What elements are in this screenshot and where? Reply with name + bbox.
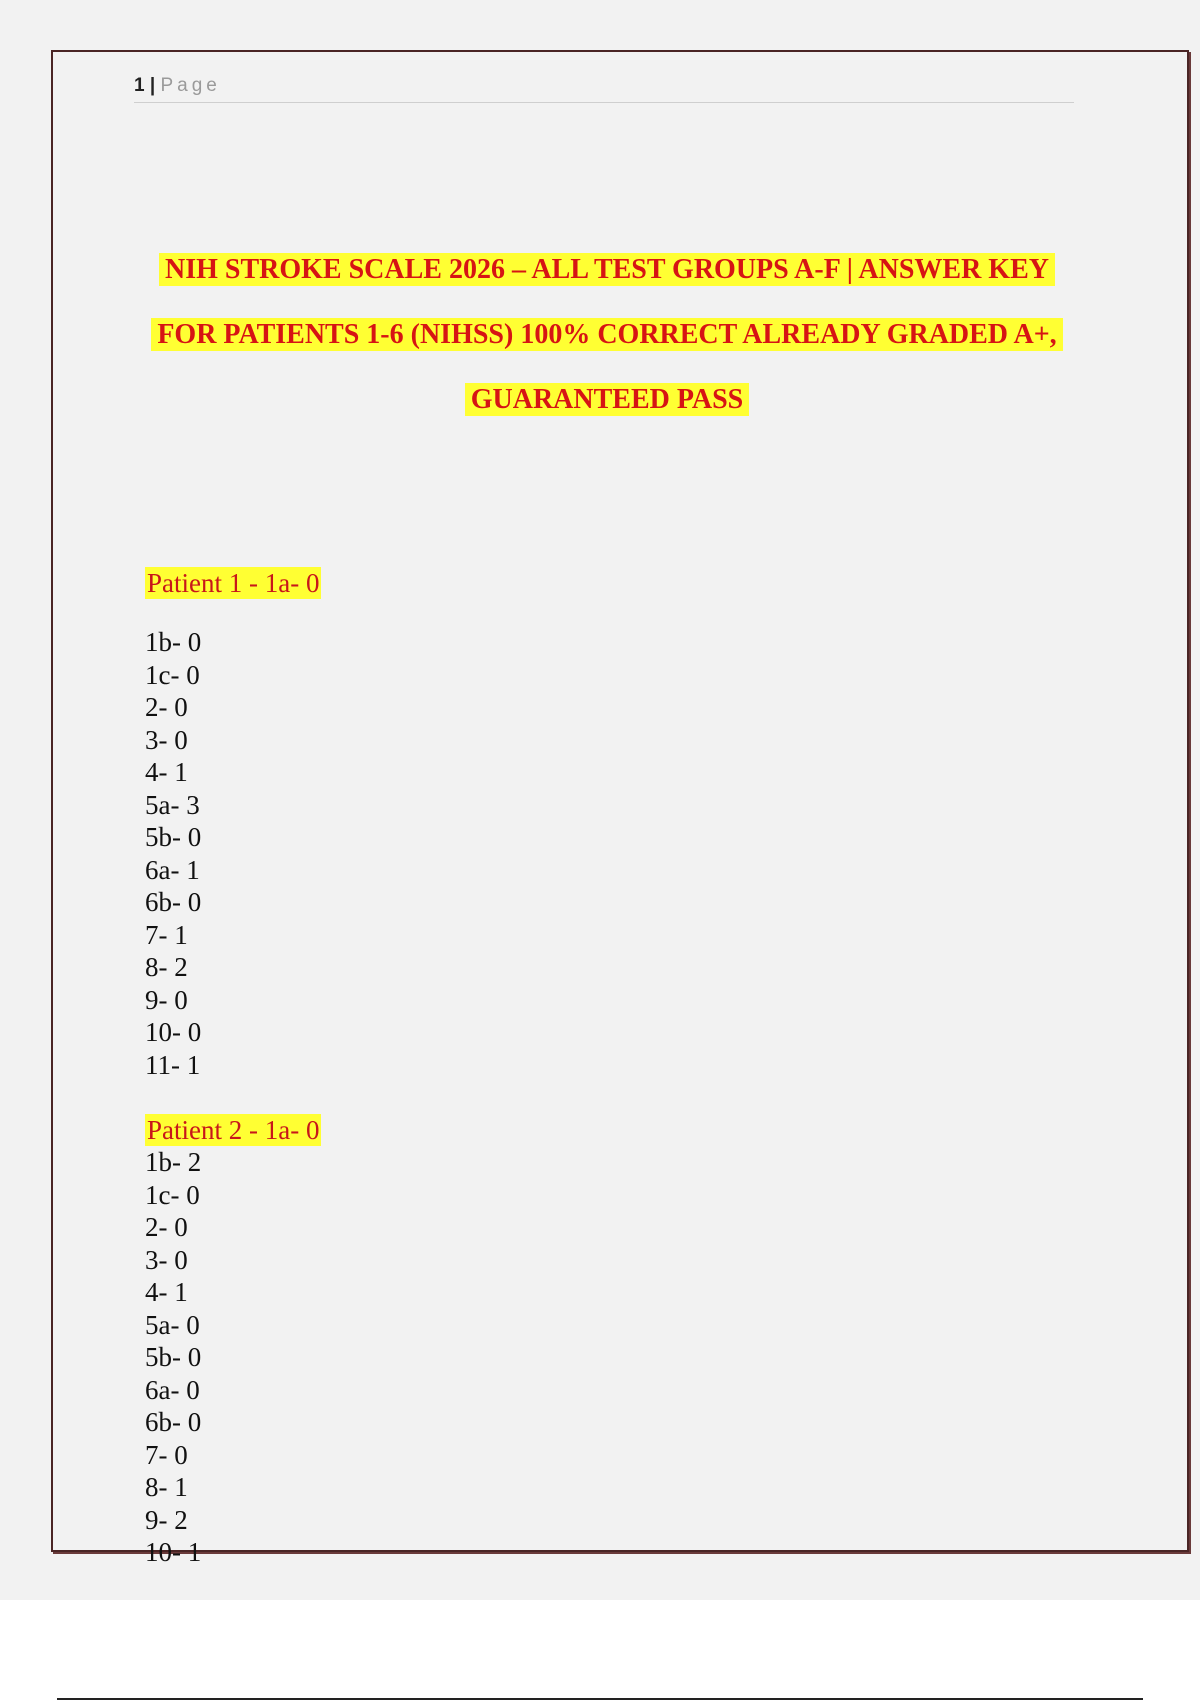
title-highlight: FOR PATIENTS 1-6 (NIHSS) 100% CORRECT ALREADY GRADED A+, xyxy=(151,318,1062,351)
patient-2-heading xyxy=(145,1114,321,1146)
patient-1-heading xyxy=(145,567,321,599)
score-item: 3- 0 xyxy=(145,1244,188,1275)
score-item: 5a- 0 xyxy=(145,1309,200,1340)
score-item: 10- 0 xyxy=(145,1017,202,1047)
score-item: 6b- 0 xyxy=(145,1407,202,1437)
page-number-separator: | xyxy=(149,75,156,96)
patient-heading-text: Patient 2 - 1a- 0 xyxy=(147,1115,320,1145)
page-label: Page xyxy=(160,75,221,96)
score-item: 4- 1 xyxy=(145,1277,188,1307)
patient-heading-text: Patient 1 - 1a- 0 xyxy=(147,568,320,598)
document-title-line-1 xyxy=(0,253,1200,287)
score-item: 1c- 0 xyxy=(145,1179,200,1210)
score-item: 8- 1 xyxy=(145,1472,188,1502)
score-item: 8- 2 xyxy=(145,952,188,982)
score-item: 11- 1 xyxy=(145,1049,201,1080)
score-item: 7- 1 xyxy=(145,919,188,950)
page-gap xyxy=(0,1600,1200,1700)
score-item: 1b- 2 xyxy=(145,1147,202,1177)
score-item: 10- 1 xyxy=(145,1537,202,1567)
score-item: 4- 1 xyxy=(145,757,188,787)
score-item: 5a- 3 xyxy=(145,789,200,820)
score-item: 6b- 0 xyxy=(145,887,202,917)
document-title-line-2 xyxy=(0,318,1200,352)
score-item: 6a- 0 xyxy=(145,1374,200,1405)
score-item: 6a- 1 xyxy=(145,854,200,885)
score-item: 7- 0 xyxy=(145,1439,188,1470)
score-item: 9- 2 xyxy=(145,1504,188,1535)
score-item: 9- 0 xyxy=(145,984,188,1015)
score-item: 1b- 0 xyxy=(145,627,202,657)
page-header xyxy=(134,74,1074,103)
score-item: 2- 0 xyxy=(145,692,188,722)
score-item: 5b- 0 xyxy=(145,822,202,852)
patient-2-score-list xyxy=(145,1146,201,1569)
score-item: 3- 0 xyxy=(145,724,188,755)
score-item: 1c- 0 xyxy=(145,659,200,690)
score-item: 5b- 0 xyxy=(145,1342,202,1372)
page-number: 1 xyxy=(134,75,145,96)
score-item: 2- 0 xyxy=(145,1212,188,1242)
title-highlight: GUARANTEED PASS xyxy=(465,383,750,416)
patient-1-score-list xyxy=(145,626,201,1081)
title-highlight: NIH STROKE SCALE 2026 – ALL TEST GROUPS A-F | ANSWER KEY xyxy=(159,253,1055,286)
document-title-line-3 xyxy=(0,383,1200,417)
